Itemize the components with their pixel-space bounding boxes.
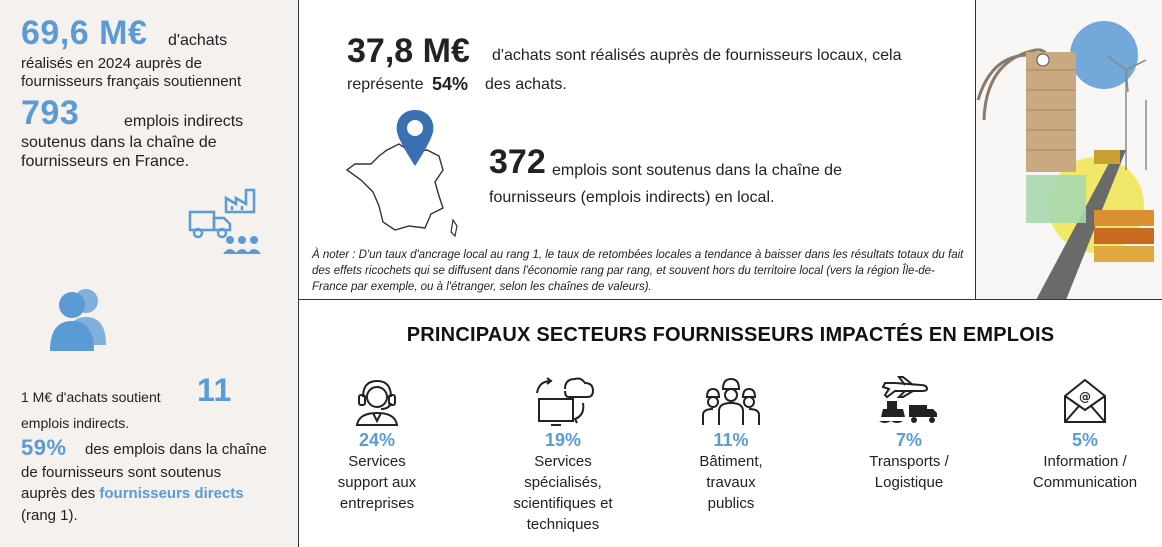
local-purchases-line-2-suffix: des achats.	[485, 76, 567, 93]
sectors-title: PRINCIPAUX SECTEURS FOURNISSEURS IMPACTÉS EN EMPLOIS	[406, 324, 1055, 346]
headset-agent-icon	[353, 375, 401, 427]
sector-pct: 11%	[713, 430, 749, 450]
local-purchases-line-2-prefix: représente	[347, 76, 424, 93]
direct-share-line-3	[21, 485, 244, 503]
computer-cloud-icon	[531, 373, 595, 429]
local-jobs-value: 372	[489, 143, 546, 181]
direct-share-suffix: des emplois dans la chaîne	[85, 441, 267, 458]
indirect-jobs-line-2: soutenus dans la chaîne de	[21, 134, 217, 151]
note-text: À noter : D'un taux d'ancrage local au rang 1, le taux de retombées locales a tendance à baisser dans les résultats totaux du fait des effets ricochets qui se diffusent dans l'économie rang par rang, et souvent hors du territoire local (vers la région Île-de-France par exemple, ou à l'étranger, selon les chaînes de valeurs).	[312, 249, 964, 293]
sector-label: Services spécialisés, scientifiques et techniques	[513, 453, 613, 533]
ratio-line-2: emplois indirects.	[21, 415, 130, 431]
direct-share-line-4: (rang 1).	[21, 507, 78, 524]
sector-label: Information / Communication	[1032, 453, 1138, 491]
sector-construction	[656, 372, 806, 514]
illustration-collage	[975, 0, 1162, 300]
construction-workers-icon	[701, 375, 761, 427]
sector-support-services	[302, 372, 452, 514]
direct-share-line-2: de fournisseurs sont soutenus	[21, 464, 222, 481]
email-icon	[1061, 376, 1109, 426]
local-impact-panel	[299, 0, 975, 300]
sector-label: Bâtiment, travaux publics	[699, 453, 763, 512]
local-purchases-pct: 54%	[432, 74, 469, 94]
local-jobs-text: emplois sont soutenus dans la chaîne de	[552, 162, 842, 179]
local-purchases-text: d'achats sont réalisés auprès de fournisseurs locaux, cela	[492, 47, 902, 64]
sector-label: Transports / Logistique	[869, 453, 949, 491]
purchases-line-2: réalisés en 2024 auprès de	[21, 55, 202, 72]
local-purchases-value: 37,8 M€	[347, 32, 470, 70]
direct-share-line-3-prefix: auprès des	[21, 485, 96, 502]
people-icon	[48, 283, 108, 353]
purchases-total-value: 69,6 M€	[21, 14, 148, 52]
direct-suppliers-highlight: fournisseurs directs	[99, 485, 244, 502]
sector-pct: 19%	[544, 430, 582, 450]
ratio-prefix: 1 M€ d'achats soutient	[21, 389, 161, 405]
direct-share-value: 59%	[21, 435, 67, 460]
sector-label: Services support aux entreprises	[337, 453, 417, 512]
delivery-factory-icon	[186, 184, 266, 258]
purchases-total-suffix: d'achats	[168, 32, 228, 49]
indirect-jobs-suffix: emplois indirects	[124, 113, 244, 130]
collage-image	[976, 0, 1162, 300]
sector-pct: 24%	[358, 430, 396, 450]
indirect-jobs-value: 793	[21, 94, 80, 132]
sector-information	[1010, 372, 1160, 493]
sector-transport	[834, 372, 984, 493]
left-panel	[0, 0, 299, 547]
france-map-icon	[339, 110, 469, 242]
local-jobs-line-2: fournisseurs (emplois indirects) en local.	[489, 189, 775, 206]
indirect-jobs-line-3: fournisseurs en France.	[21, 153, 190, 170]
sectors-panel	[299, 300, 1162, 547]
sector-specialized-services	[488, 372, 638, 535]
purchases-line-3: fournisseurs français soutiennent	[21, 73, 242, 90]
transport-icon	[877, 373, 941, 429]
svg-text:@: @	[1079, 390, 1091, 404]
sector-pct: 7%	[895, 430, 922, 450]
ratio-value: 11	[197, 372, 232, 408]
sector-pct: 5%	[1071, 430, 1098, 450]
